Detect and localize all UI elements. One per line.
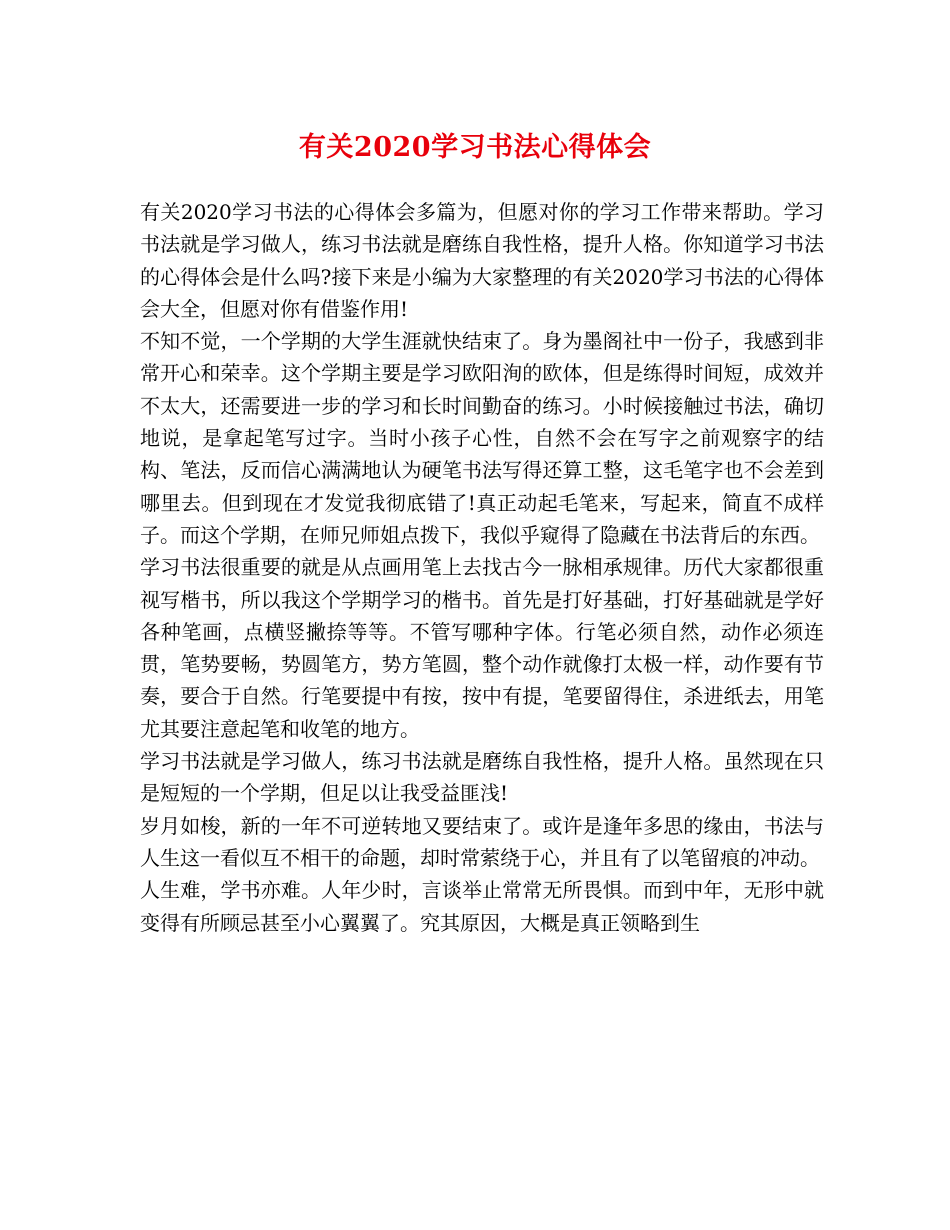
paragraph-brush-technique: 学习书法很重要的就是从点画用笔上去找古今一脉相承规律。历代大家都很重视写楷书，所以我这个学期学习的楷书。首先是打好基础，打好基础就是学好各种笔画，点横竖撇捺等等。不管写哪种字体。行笔必须自然，动作必须连贯，笔势要畅，势圆笔方，势方笔圆，整个动作就像打太极一样，动作要有节奏，要合于自然。行笔要提中有按，按中有提，笔要留得住，杀进纸去，用笔尤其要注意起笔和收笔的地方。 — [140, 555, 824, 741]
paragraph-life-and-calligraphy: 人生难，学书亦难。人年少时，言谈举止常常无所畏惧。而到中年，无形中就变得有所顾忌甚至小心翼翼了。究其原因，大概是真正领略到生 — [140, 878, 824, 935]
paragraph-semester-experience: 不知不觉，一个学期的大学生涯就快结束了。身为墨阁社中一份子，我感到非常开心和荣幸。这个学期主要是学习欧阳洵的欧体，但是练得时间短，成效并不太大，还需要进一步的学习和长时间勤奋的练习。小时候接触过书法，确切地说，是拿起笔写过字。当时小孩子心性，自然不会在写字之前观察字的结构、笔法，反而信心满满地认为硬笔书法写得还算工整，这毛笔字也不会差到哪里去。但到现在才发觉我彻底错了!真正动起毛笔来，写起来，简直不成样子。而这个学期，在师兄师姐点拨下，我似乎窥得了隐藏在书法背后的东西。 — [140, 329, 824, 547]
paragraph-character-building: 学习书法就是学习做人，练习书法就是磨练自我性格，提升人格。虽然现在只是短短的一个学期，但足以让我受益匪浅! — [140, 749, 824, 806]
document-body — [140, 196, 824, 939]
paragraph-intro: 有关2020学习书法的心得体会多篇为，但愿对你的学习工作带来帮助。学习书法就是学习做人，练习书法就是磨练自我性格，提升人格。你知道学习书法的心得体会是什么吗?接下来是小编为大家整理的有关2020学习书法的心得体会大全，但愿对你有借鉴作用! — [140, 200, 824, 321]
paragraph-year-reflection: 岁月如梭，新的一年不可逆转地又要结束了。或许是逢年多思的缘由，书法与人生这一看似互不相干的命题，却时常萦绕于心，并且有了以笔留痕的冲动。 — [140, 813, 824, 870]
document-title: 有关2020学习书法心得体会 — [298, 132, 652, 163]
